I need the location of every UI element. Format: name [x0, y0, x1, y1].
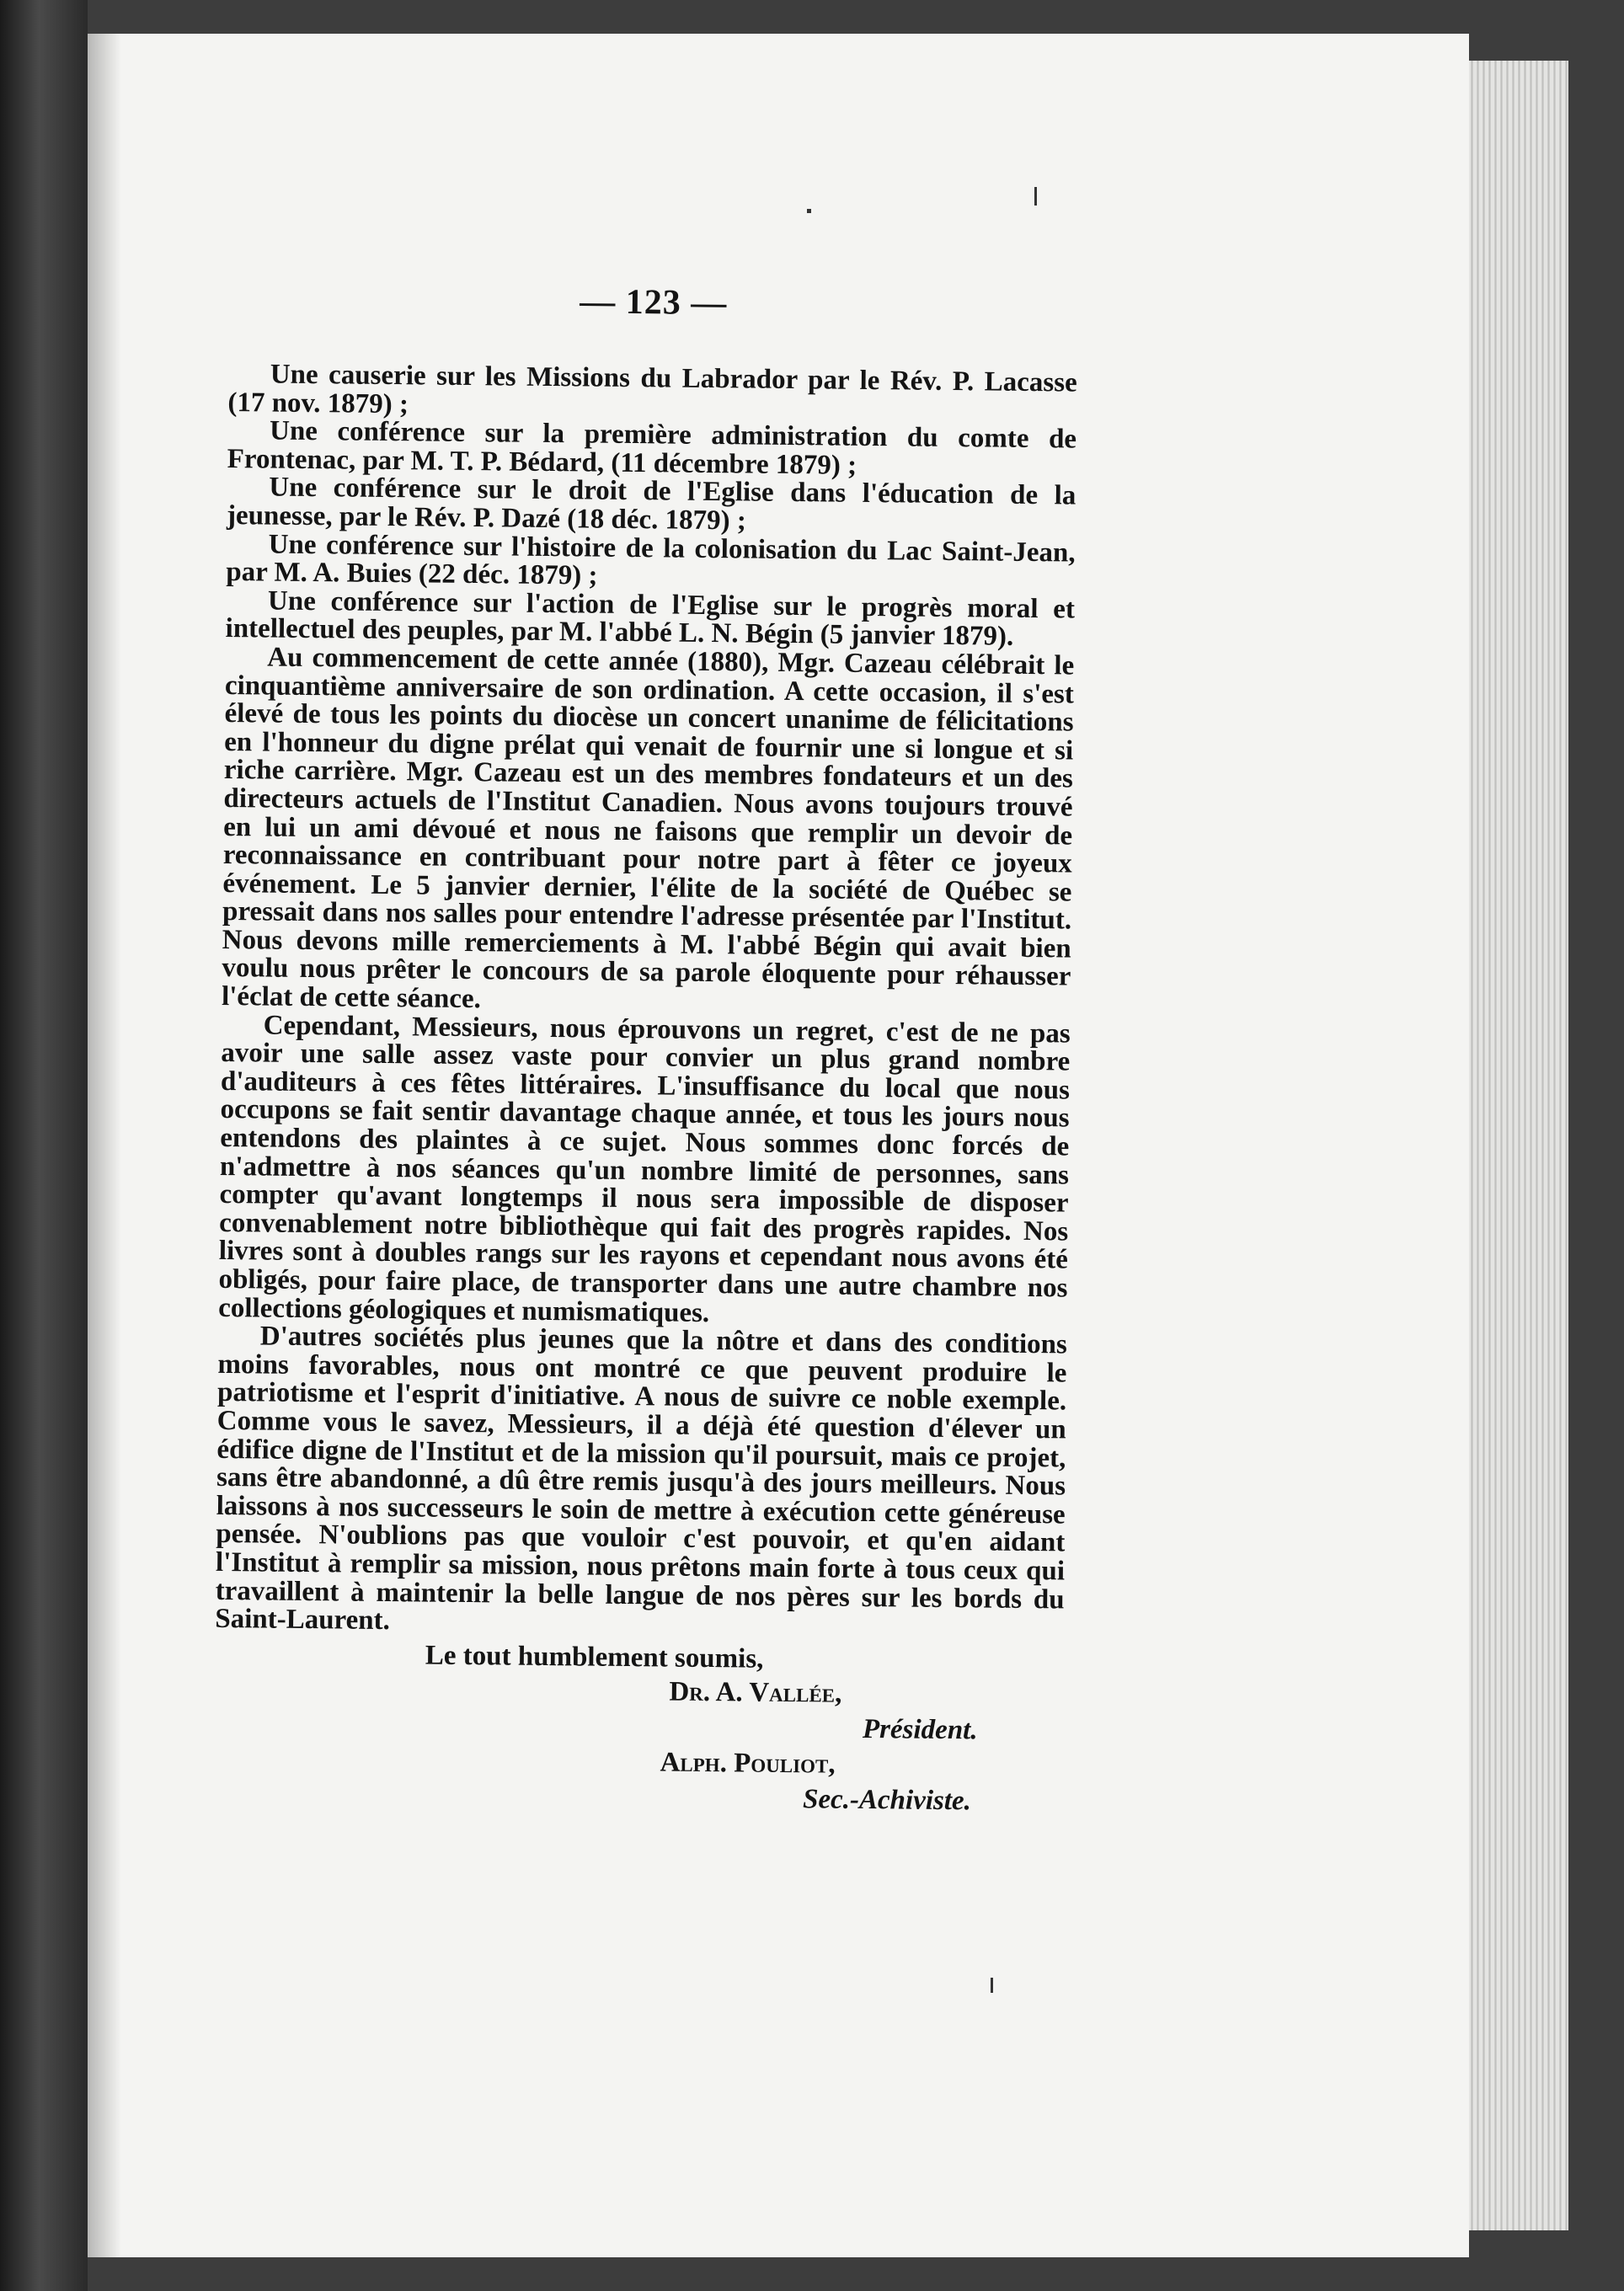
paragraph-4: Une conférence sur l'histoire de la colonisation du Lac Saint-Jean, par M. A. Buies (22 déc. 1879) ; — [226, 529, 1076, 591]
paragraph-7: Cependant, Messieurs, nous éprouvons un regret, c'est de ne pas avoir une salle assez vaste pour convier un plus grand nombre d'auditeurs à ces fêtes littéraires. L'insuffisance du local que nous occupons se fait sentir davantage chaque année, et tous les jours nous entendons des plaintes à ce sujet. Nous sommes donc forcés de n'admettre à nos séances qu'un nombre limité de personnes, sans compter qu'avant longtemps il nous sera impossible de disposer convenablement notre bibliothèque qui fait des progrès rapides. Nos livres sont à doubles rangs sur les rayons et cependant nous avons été obligés, pour faire place, de transporter dans une autre chambre nos collections géologiques et numismatiques. — [218, 1010, 1071, 1328]
binding-shadow — [88, 34, 121, 2257]
paragraph-1: Une causerie sur les Missions du Labrador par le Rév. P. Lacasse (17 nov. 1879) ; — [227, 359, 1077, 419]
paragraph-6: Au commencement de cette année (1880), Mgr. Cazeau célébrait le cinquantième anniversaire de son ordination. A cette occasion, il s'est élevé de tous les points du diocèse un concert unanime de félicitations en l'honneur du digne prélat qui venait de fournir une si longue et si riche carrière. Mgr. Cazeau est un des membres fondateurs et un des directeurs actuels de l'Institut Canadien. Nous avons toujours trouvé en lui un ami dévoué et nous ne faisons que remplir un devoir de reconnaissance en contribuant pour notre part à fêter ce joyeux événement. Le 5 janvier dernier, l'élite de la société de Québec se pressait dans nos salles pour entendre l'adresse présentée par l'Institut. Nous devons mille remerciements à M. l'abbé Bégin qui avait bien voulu nous prêter le concours de sa parole éloquente pour réhausser l'éclat de cette séance. — [221, 642, 1075, 1015]
book-page-edges — [1466, 61, 1568, 2230]
left-page-gutter — [0, 0, 88, 2291]
paragraph-8: D'autres sociétés plus jeunes que la nôtre et dans des conditions moins favorables, nous ont montré ce que peuvent produire le patriotisme et l'esprit d'initiative. A nous de suivre ce noble exemple. Comme vous le savez, Messieurs, il a déjà été question d'élever un édifice digne de l'Institut et de la mission qu'il poursuit, mais ce projet, sans être abandonné, a dû être remis jusqu'à des jours meilleurs. Nous laissons à nos successeurs le soin de mettre à exécution cette généreuse pensée. N'oublions pas que vouloir c'est pouvoir, et qu'en aidant l'Institut à remplir sa mission, nous prêtons main forte à tous ceux qui travaillent à maintenir la belle langue de nos pères sur les bords du Saint-Laurent. — [215, 1321, 1067, 1637]
print-speck — [807, 209, 811, 213]
page-text — [213, 278, 1078, 1819]
paragraph-5: Une conférence sur l'action de l'Eglise sur le progrès moral et intellectuel des peuples, par M. l'abbé L. N. Bégin (5 janvier 1879). — [225, 585, 1076, 653]
print-speck — [1034, 187, 1037, 206]
signature-title-president: Président. — [862, 1713, 978, 1746]
paragraph-3: Une conférence sur le droit de l'Eglise dans l'éducation de la jeunesse, par le Rév. P. Dazé (18 déc. 1879) ; — [226, 472, 1076, 537]
signature-name-president: Dr. A. Vallée, — [669, 1676, 842, 1709]
signature-name-secretary: Alph. Pouliot, — [660, 1747, 836, 1780]
print-speck — [991, 1978, 993, 1993]
closing-line: Le tout humblement soumis, — [425, 1640, 764, 1674]
signature-title-secretary: Sec.-Achiviste. — [802, 1783, 972, 1817]
page-number: — 123 — — [579, 282, 728, 323]
paragraph-2: Une conférence sur la première administration du comte de Frontenac, par M. T. P. Bédard, (11 décembre 1879) ; — [227, 415, 1077, 481]
